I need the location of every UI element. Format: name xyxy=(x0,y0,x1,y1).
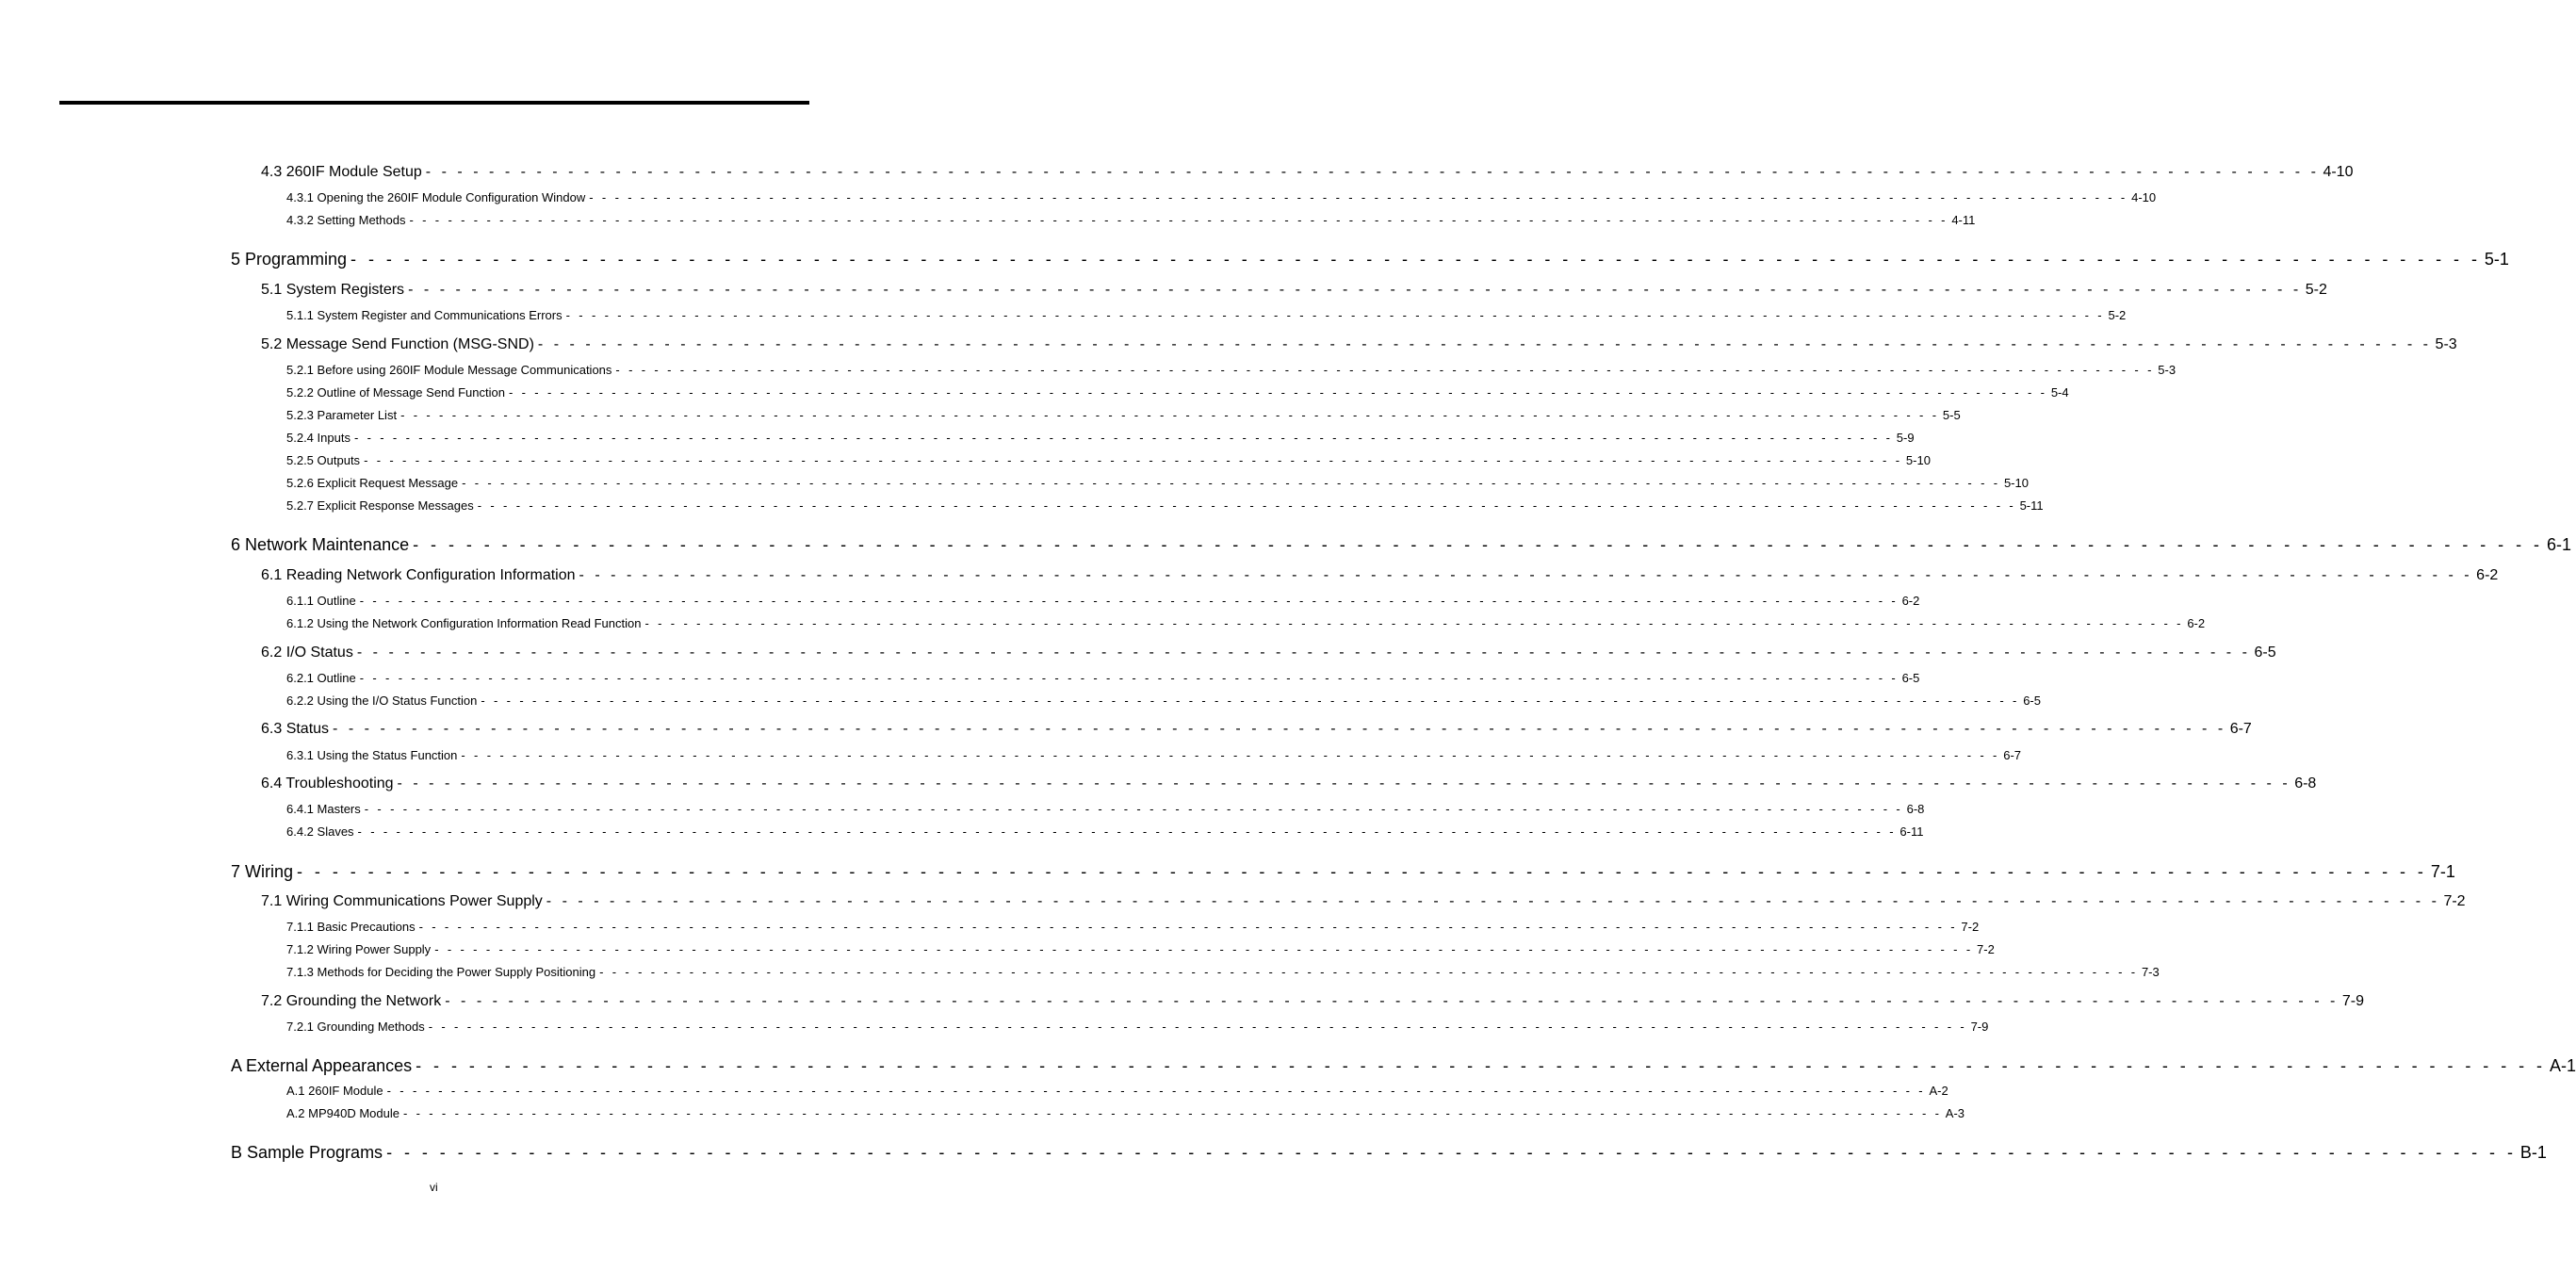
toc-entry-page: 5-10 xyxy=(2003,476,2029,490)
toc-entry-level-2 xyxy=(261,282,2327,299)
toc-entry-level-3 xyxy=(286,748,2022,762)
toc-entry-page: 6-7 xyxy=(2229,721,2252,737)
toc-entry-title: 6.2.2 Using the I/O Status Function xyxy=(286,694,478,708)
toc-entry-page: A-2 xyxy=(1929,1084,1948,1098)
toc-entry-page: 7-9 xyxy=(2341,993,2364,1009)
toc-entry-title: 5.2.6 Explicit Request Message xyxy=(286,476,459,490)
toc-entry-title: 7.1 Wiring Communications Power Supply xyxy=(261,893,543,909)
toc-leader-dots: - - - - - - - - - - - - - - - - - - - - - - - - - - - - - - - - - - - - - - - - - - - - - - - - - - - - - - - - - - - - - - - - - - - - - - - - - - - - - - - - - - - - - - - - - - - - - - - - - - - - - - - - - - - - - - - - - - - - - - - - xyxy=(297,862,2427,881)
toc-entry-title: 5.2 Message Send Function (MSG-SND) xyxy=(261,336,534,352)
toc-entry-page: 4-10 xyxy=(2131,190,2157,204)
toc-entry-title: 6.1 Reading Network Configuration Information xyxy=(261,567,576,583)
toc-leader-dots: - - - - - - - - - - - - - - - - - - - - - - - - - - - - - - - - - - - - - - - - - - - - - - - - - - - - - - - - - - - - - - - - - - - - - - - - - - - - - - - - - - - - - - - - - - - - - - - - - - - - - - - - - - - - - - - - - - - - - - - - xyxy=(445,993,2339,1009)
toc-entry-level-2 xyxy=(261,164,2354,181)
toc-entry-level-3 xyxy=(286,594,1920,608)
toc-entry-page: 5-5 xyxy=(1942,408,1961,422)
toc-entry-title: A.2 MP940D Module xyxy=(286,1106,399,1120)
toc-entry-level-1 xyxy=(231,1143,2547,1163)
toc-entry-level-2 xyxy=(261,336,2457,353)
toc-entry-title: 6.3 Status xyxy=(261,721,330,737)
toc-entry-level-3 xyxy=(286,671,1920,685)
toc-entry-page: 6-5 xyxy=(2023,694,2041,708)
toc-entry-title: 4.3.1 Opening the 260IF Module Configuration Window xyxy=(286,190,586,204)
toc-leader-dots: - - - - - - - - - - - - - - - - - - - - - - - - - - - - - - - - - - - - - - - - - - - - - - - - - - - - - - - - - - - - - - - - - - - - - - - - - - - - - - - - - - - - - - - - - - - - - - - - - - - - - - - - - - - - - - - - - - - - - - - - xyxy=(599,965,2138,979)
toc-entry-page: 7-9 xyxy=(1970,1020,1989,1034)
toc-leader-dots: - - - - - - - - - - - - - - - - - - - - - - - - - - - - - - - - - - - - - - - - - - - - - - - - - - - - - - - - - - - - - - - - - - - - - - - - - - - - - - - - - - - - - - - - - - - - - - - - - - - - - - - - - - - - - - - - - - - - - - - - xyxy=(418,920,1958,934)
toc-entry-level-1 xyxy=(231,250,2509,269)
toc-entry-title: 5.1.1 System Register and Communications Errors xyxy=(286,308,562,322)
toc-entry-level-3 xyxy=(286,1106,1965,1120)
toc-entry-page: 7-2 xyxy=(1961,920,1980,934)
toc-entry-title: 6.3.1 Using the Status Function xyxy=(286,748,458,762)
toc-leader-dots: - - - - - - - - - - - - - - - - - - - - - - - - - - - - - - - - - - - - - - - - - - - - - - - - - - - - - - - - - - - - - - - - - - - - - - - - - - - - - - - - - - - - - - - - - - - - - - - - - - - - - - - - - - - - - - - - - - - - - - - - xyxy=(364,802,1903,816)
toc-entry-title: 5.2.1 Before using 260IF Module Message Communications xyxy=(286,363,612,377)
toc-entry-title: 5.1 System Registers xyxy=(261,282,405,298)
toc-entry-title: 7.1.1 Basic Precautions xyxy=(286,920,416,934)
toc-leader-dots: - - - - - - - - - - - - - - - - - - - - - - - - - - - - - - - - - - - - - - - - - - - - - - - - - - - - - - - - - - - - - - - - - - - - - - - - - - - - - - - - - - - - - - - - - - - - - - - - - - - - - - - - - - - - - - - - - - - - - - - - xyxy=(357,824,1897,839)
toc-entry-page: 7-2 xyxy=(1977,942,1995,956)
toc-entry-page: 4-10 xyxy=(2323,164,2354,180)
toc-entry-level-3 xyxy=(286,453,1931,467)
toc-leader-dots: - - - - - - - - - - - - - - - - - - - - - - - - - - - - - - - - - - - - - - - - - - - - - - - - - - - - - - - - - - - - - - - - - - - - - - - - - - - - - - - - - - - - - - - - - - - - - - - - - - - - - - - - - - - - - - - - - - - - - - - - xyxy=(359,671,1899,685)
toc-entry-title: 5 Programming xyxy=(231,250,348,269)
toc-entry-page: 5-3 xyxy=(2158,363,2177,377)
toc-entry-title: A.1 260IF Module xyxy=(286,1084,383,1098)
toc-leader-dots: - - - - - - - - - - - - - - - - - - - - - - - - - - - - - - - - - - - - - - - - - - - - - - - - - - - - - - - - - - - - - - - - - - - - - - - - - - - - - - - - - - - - - - - - - - - - - - - - - - - - - - - - - - - - - - - - - - - - - - - - xyxy=(537,336,2432,352)
toc-entry-page: 6-8 xyxy=(2294,775,2317,792)
toc-entry-level-3 xyxy=(286,213,1976,227)
toc-entry-page: 7-2 xyxy=(2443,893,2466,909)
toc-leader-dots: - - - - - - - - - - - - - - - - - - - - - - - - - - - - - - - - - - - - - - - - - - - - - - - - - - - - - - - - - - - - - - - - - - - - - - - - - - - - - - - - - - - - - - - - - - - - - - - - - - - - - - - - - - - - - - - - - - - - - - - - xyxy=(615,363,2155,377)
toc-entry-page: 6-7 xyxy=(2003,748,2022,762)
toc-entry-title: 6 Network Maintenance xyxy=(231,535,410,554)
toc-entry-level-2 xyxy=(261,993,2364,1010)
toc-entry-title: A External Appearances xyxy=(231,1056,413,1075)
toc-leader-dots: - - - - - - - - - - - - - - - - - - - - - - - - - - - - - - - - - - - - - - - - - - - - - - - - - - - - - - - - - - - - - - - - - - - - - - - - - - - - - - - - - - - - - - - - - - - - - - - - - - - - - - - - - - - - - - - - - - - - - - - - xyxy=(413,535,2543,554)
toc-entry-level-2 xyxy=(261,775,2317,792)
toc-entry-level-3 xyxy=(286,190,2157,204)
toc-entry-page: 5-11 xyxy=(2019,498,2044,513)
toc-entry-page: 6-5 xyxy=(1901,671,1920,685)
toc-leader-dots: - - - - - - - - - - - - - - - - - - - - - - - - - - - - - - - - - - - - - - - - - - - - - - - - - - - - - - - - - - - - - - - - - - - - - - - - - - - - - - - - - - - - - - - - - - - - - - - - - - - - - - - - - - - - - - - - - - - - - - - - xyxy=(400,408,1939,422)
toc-leader-dots: - - - - - - - - - - - - - - - - - - - - - - - - - - - - - - - - - - - - - - - - - - - - - - - - - - - - - - - - - - - - - - - - - - - - - - - - - - - - - - - - - - - - - - - - - - - - - - - - - - - - - - - - - - - - - - - - - - - - - - - - xyxy=(364,453,1902,467)
toc-leader-dots: - - - - - - - - - - - - - - - - - - - - - - - - - - - - - - - - - - - - - - - - - - - - - - - - - - - - - - - - - - - - - - - - - - - - - - - - - - - - - - - - - - - - - - - - - - - - - - - - - - - - - - - - - - - - - - - - - - - - - - - - xyxy=(402,1106,1942,1120)
toc-leader-dots: - - - - - - - - - - - - - - - - - - - - - - - - - - - - - - - - - - - - - - - - - - - - - - - - - - - - - - - - - - - - - - - - - - - - - - - - - - - - - - - - - - - - - - - - - - - - - - - - - - - - - - - - - - - - - - - - - - - - - - - - xyxy=(428,1020,1967,1034)
toc-entry-title: 4.3 260IF Module Setup xyxy=(261,164,422,180)
toc-leader-dots: - - - - - - - - - - - - - - - - - - - - - - - - - - - - - - - - - - - - - - - - - - - - - - - - - - - - - - - - - - - - - - - - - - - - - - - - - - - - - - - - - - - - - - - - - - - - - - - - - - - - - - - - - - - - - - - - - - - - - - - - xyxy=(425,164,2320,180)
toc-leader-dots: - - - - - - - - - - - - - - - - - - - - - - - - - - - - - - - - - - - - - - - - - - - - - - - - - - - - - - - - - - - - - - - - - - - - - - - - - - - - - - - - - - - - - - - - - - - - - - - - - - - - - - - - - - - - - - - - - - - - - - - - xyxy=(461,748,2000,762)
toc-entry-level-3 xyxy=(286,1084,1948,1098)
toc-entry-page: 6-1 xyxy=(2546,535,2571,554)
toc-entry-title: 6.2.1 Outline xyxy=(286,671,356,685)
toc-leader-dots: - - - - - - - - - - - - - - - - - - - - - - - - - - - - - - - - - - - - - - - - - - - - - - - - - - - - - - - - - - - - - - - - - - - - - - - - - - - - - - - - - - - - - - - - - - - - - - - - - - - - - - - - - - - - - - - - - - - - - - - - xyxy=(579,567,2473,583)
toc-entry-level-3 xyxy=(286,308,2127,322)
header-rule xyxy=(59,101,809,105)
toc-entry-level-3 xyxy=(286,824,1924,839)
toc-entry-page: 5-2 xyxy=(2305,282,2327,298)
toc-entry-level-1 xyxy=(231,535,2571,555)
toc-leader-dots: - - - - - - - - - - - - - - - - - - - - - - - - - - - - - - - - - - - - - - - - - - - - - - - - - - - - - - - - - - - - - - - - - - - - - - - - - - - - - - - - - - - - - - - - - - - - - - - - - - - - - - - - - - - - - - - - - - - - - - - - xyxy=(416,1056,2546,1075)
toc-entry-level-3 xyxy=(286,616,2206,630)
toc-leader-dots: - - - - - - - - - - - - - - - - - - - - - - - - - - - - - - - - - - - - - - - - - - - - - - - - - - - - - - - - - - - - - - - - - - - - - - - - - - - - - - - - - - - - - - - - - - - - - - - - - - - - - - - - - - - - - - - - - - - - - - - - xyxy=(397,775,2291,792)
toc-entry-title: 6.4.2 Slaves xyxy=(286,824,354,839)
toc-leader-dots: - - - - - - - - - - - - - - - - - - - - - - - - - - - - - - - - - - - - - - - - - - - - - - - - - - - - - - - - - - - - - - - - - - - - - - - - - - - - - - - - - - - - - - - - - - - - - - - - - - - - - - - - - - - - - - - - - - - - - - - - xyxy=(359,594,1899,608)
toc-leader-dots: - - - - - - - - - - - - - - - - - - - - - - - - - - - - - - - - - - - - - - - - - - - - - - - - - - - - - - - - - - - - - - - - - - - - - - - - - - - - - - - - - - - - - - - - - - - - - - - - - - - - - - - - - - - - - - - - - - - - - - - - xyxy=(434,942,1974,956)
toc-leader-dots: - - - - - - - - - - - - - - - - - - - - - - - - - - - - - - - - - - - - - - - - - - - - - - - - - - - - - - - - - - - - - - - - - - - - - - - - - - - - - - - - - - - - - - - - - - - - - - - - - - - - - - - - - - - - - - - - - - - - - - - - xyxy=(477,498,2016,513)
toc-leader-dots: - - - - - - - - - - - - - - - - - - - - - - - - - - - - - - - - - - - - - - - - - - - - - - - - - - - - - - - - - - - - - - - - - - - - - - - - - - - - - - - - - - - - - - - - - - - - - - - - - - - - - - - - - - - - - - - - - - - - - - - - xyxy=(353,431,1893,445)
toc-entry-title: 7.2.1 Grounding Methods xyxy=(286,1020,425,1034)
toc-leader-dots: - - - - - - - - - - - - - - - - - - - - - - - - - - - - - - - - - - - - - - - - - - - - - - - - - - - - - - - - - - - - - - - - - - - - - - - - - - - - - - - - - - - - - - - - - - - - - - - - - - - - - - - - - - - - - - - - - - - - - - - - xyxy=(589,190,2128,204)
toc-entry-page: A-3 xyxy=(1945,1106,1965,1120)
toc-entry-page: 7-3 xyxy=(2141,965,2160,979)
toc-leader-dots: - - - - - - - - - - - - - - - - - - - - - - - - - - - - - - - - - - - - - - - - - - - - - - - - - - - - - - - - - - - - - - - - - - - - - - - - - - - - - - - - - - - - - - - - - - - - - - - - - - - - - - - - - - - - - - - - - - - - - - - - xyxy=(333,721,2226,737)
toc-entry-level-3 xyxy=(286,942,1995,956)
toc-entry-level-3 xyxy=(286,965,2160,979)
toc-entry-page: 5-2 xyxy=(2108,308,2127,322)
toc-entry-title: 5.2.2 Outline of Message Send Function xyxy=(286,385,505,400)
toc-entry-title: 6.1.2 Using the Network Configuration Information Read Function xyxy=(286,616,642,630)
toc-entry-title: B Sample Programs xyxy=(231,1143,383,1162)
toc-leader-dots: - - - - - - - - - - - - - - - - - - - - - - - - - - - - - - - - - - - - - - - - - - - - - - - - - - - - - - - - - - - - - - - - - - - - - - - - - - - - - - - - - - - - - - - - - - - - - - - - - - - - - - - - - - - - - - - - - - - - - - - - xyxy=(351,250,2481,269)
toc-entry-level-3 xyxy=(286,498,2044,513)
toc-leader-dots: - - - - - - - - - - - - - - - - - - - - - - - - - - - - - - - - - - - - - - - - - - - - - - - - - - - - - - - - - - - - - - - - - - - - - - - - - - - - - - - - - - - - - - - - - - - - - - - - - - - - - - - - - - - - - - - - - - - - - - - - xyxy=(409,213,1948,227)
toc-entry-page: 5-3 xyxy=(2435,336,2457,352)
toc-entry-level-3 xyxy=(286,476,2029,490)
toc-entry-page: 5-1 xyxy=(2484,250,2509,269)
toc-entry-level-3 xyxy=(286,431,1915,445)
toc-entry-title: 5.2.7 Explicit Response Messages xyxy=(286,498,474,513)
toc-entry-page: 6-2 xyxy=(2476,567,2499,583)
toc-entry-level-3 xyxy=(286,694,2041,708)
toc-entry-page: 6-2 xyxy=(2187,616,2206,630)
toc-entry-title: 6.4 Troubleshooting xyxy=(261,775,394,792)
toc-leader-dots: - - - - - - - - - - - - - - - - - - - - - - - - - - - - - - - - - - - - - - - - - - - - - - - - - - - - - - - - - - - - - - - - - - - - - - - - - - - - - - - - - - - - - - - - - - - - - - - - - - - - - - - - - - - - - - - - - - - - - - - - xyxy=(546,893,2440,909)
toc-entry-page: A-1 xyxy=(2550,1056,2576,1075)
toc-entry-title: 5.2.3 Parameter List xyxy=(286,408,398,422)
toc-entry-title: 7.1.2 Wiring Power Supply xyxy=(286,942,432,956)
toc-leader-dots: - - - - - - - - - - - - - - - - - - - - - - - - - - - - - - - - - - - - - - - - - - - - - - - - - - - - - - - - - - - - - - - - - - - - - - - - - - - - - - - - - - - - - - - - - - - - - - - - - - - - - - - - - - - - - - - - - - - - - - - - xyxy=(356,645,2251,661)
toc-entry-page: 6-8 xyxy=(1906,802,1925,816)
toc-entry-level-3 xyxy=(286,385,2069,400)
toc-leader-dots: - - - - - - - - - - - - - - - - - - - - - - - - - - - - - - - - - - - - - - - - - - - - - - - - - - - - - - - - - - - - - - - - - - - - - - - - - - - - - - - - - - - - - - - - - - - - - - - - - - - - - - - - - - - - - - - - - - - - - - - - xyxy=(408,282,2302,298)
toc-entry-level-1 xyxy=(231,862,2455,882)
toc-entry-title: 7.2 Grounding the Network xyxy=(261,993,442,1009)
toc-entry-page: 5-9 xyxy=(1896,431,1915,445)
toc-entry-level-2 xyxy=(261,721,2252,738)
toc-entry-title: 4.3.2 Setting Methods xyxy=(286,213,406,227)
toc-entry-level-2 xyxy=(261,645,2276,661)
toc-entry-title: 5.2.4 Inputs xyxy=(286,431,351,445)
toc-entry-level-1 xyxy=(231,1056,2576,1076)
toc-entry-title: 6.2 I/O Status xyxy=(261,645,353,661)
toc-entry-title: 5.2.5 Outputs xyxy=(286,453,361,467)
toc-entry-level-3 xyxy=(286,802,1925,816)
toc-entry-page: 5-4 xyxy=(2050,385,2069,400)
toc-entry-page: 6-11 xyxy=(1899,824,1924,839)
toc-leader-dots: - - - - - - - - - - - - - - - - - - - - - - - - - - - - - - - - - - - - - - - - - - - - - - - - - - - - - - - - - - - - - - - - - - - - - - - - - - - - - - - - - - - - - - - - - - - - - - - - - - - - - - - - - - - - - - - - - - - - - - - - xyxy=(565,308,2105,322)
toc-entry-level-3 xyxy=(286,408,1961,422)
toc-leader-dots: - - - - - - - - - - - - - - - - - - - - - - - - - - - - - - - - - - - - - - - - - - - - - - - - - - - - - - - - - - - - - - - - - - - - - - - - - - - - - - - - - - - - - - - - - - - - - - - - - - - - - - - - - - - - - - - - - - - - - - - - xyxy=(386,1143,2517,1162)
toc-entry-title: 7.1.3 Methods for Deciding the Power Supply Positioning xyxy=(286,965,596,979)
toc-entry-title: 7 Wiring xyxy=(231,862,294,881)
toc-entry-page: 4-11 xyxy=(1951,213,1976,227)
toc-entry-page: 6-5 xyxy=(2254,645,2276,661)
toc-leader-dots: - - - - - - - - - - - - - - - - - - - - - - - - - - - - - - - - - - - - - - - - - - - - - - - - - - - - - - - - - - - - - - - - - - - - - - - - - - - - - - - - - - - - - - - - - - - - - - - - - - - - - - - - - - - - - - - - - - - - - - - - xyxy=(508,385,2047,400)
toc-entry-page: 5-10 xyxy=(1905,453,1931,467)
toc-entry-title: 6.1.1 Outline xyxy=(286,594,356,608)
toc-entry-page: 7-1 xyxy=(2430,862,2455,881)
toc-entry-level-3 xyxy=(286,920,1980,934)
toc-leader-dots: - - - - - - - - - - - - - - - - - - - - - - - - - - - - - - - - - - - - - - - - - - - - - - - - - - - - - - - - - - - - - - - - - - - - - - - - - - - - - - - - - - - - - - - - - - - - - - - - - - - - - - - - - - - - - - - - - - - - - - - - xyxy=(462,476,2000,490)
page-number: vi xyxy=(430,1181,438,1194)
toc-entry-page: 6-2 xyxy=(1901,594,1920,608)
toc-leader-dots: - - - - - - - - - - - - - - - - - - - - - - - - - - - - - - - - - - - - - - - - - - - - - - - - - - - - - - - - - - - - - - - - - - - - - - - - - - - - - - - - - - - - - - - - - - - - - - - - - - - - - - - - - - - - - - - - - - - - - - - - xyxy=(644,616,2184,630)
toc-entry-level-3 xyxy=(286,363,2177,377)
toc-leader-dots: - - - - - - - - - - - - - - - - - - - - - - - - - - - - - - - - - - - - - - - - - - - - - - - - - - - - - - - - - - - - - - - - - - - - - - - - - - - - - - - - - - - - - - - - - - - - - - - - - - - - - - - - - - - - - - - - - - - - - - - - xyxy=(481,694,2020,708)
toc-entry-level-2 xyxy=(261,567,2499,584)
toc-entry-title: 6.4.1 Masters xyxy=(286,802,361,816)
toc-entry-level-3 xyxy=(286,1020,1989,1034)
toc-leader-dots: - - - - - - - - - - - - - - - - - - - - - - - - - - - - - - - - - - - - - - - - - - - - - - - - - - - - - - - - - - - - - - - - - - - - - - - - - - - - - - - - - - - - - - - - - - - - - - - - - - - - - - - - - - - - - - - - - - - - - - - - xyxy=(386,1084,1926,1098)
toc-entry-level-2 xyxy=(261,893,2466,910)
toc-entry-page: B-1 xyxy=(2519,1143,2547,1162)
